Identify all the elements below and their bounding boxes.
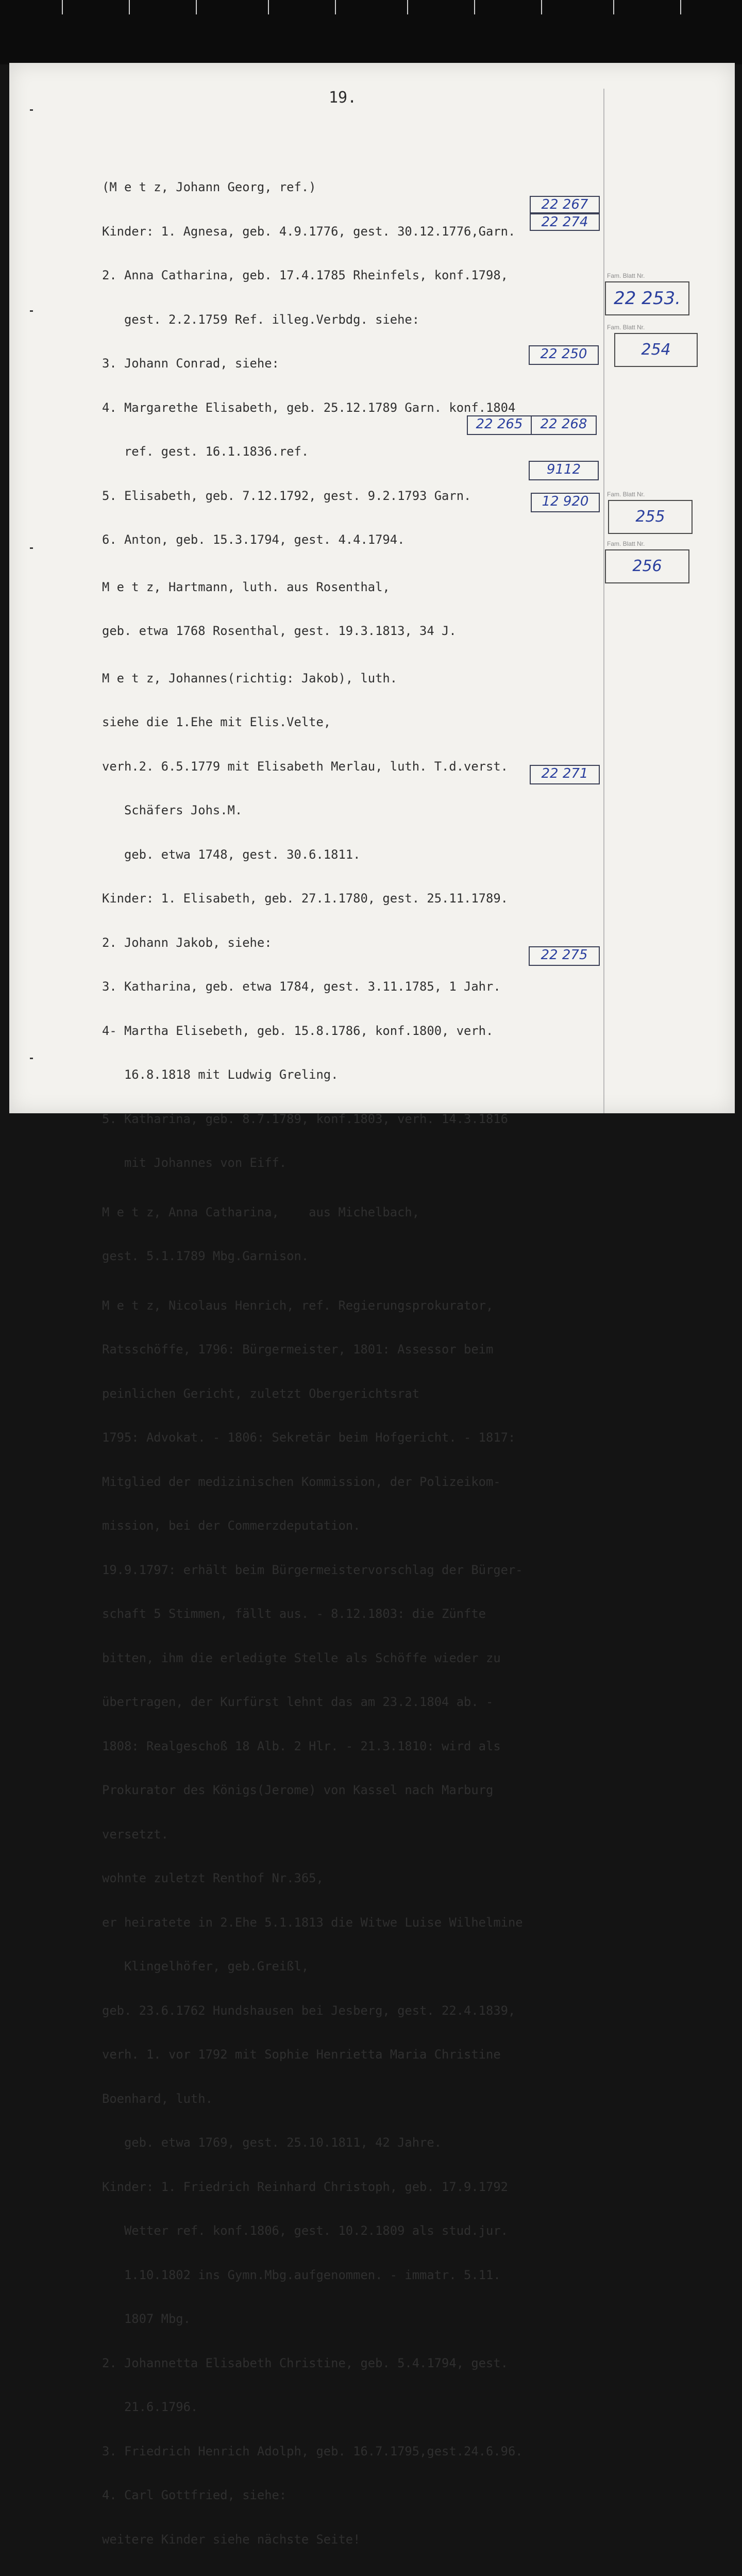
text-line: Kinder: 1. Friedrich Reinhard Christoph, geb. 17.9.1792 [102, 2179, 508, 2194]
ref-box: 22 274 [530, 213, 600, 231]
text-line: 2. Johann Jakob, siehe: [102, 935, 272, 950]
fam-blatt-box: 255 [608, 500, 693, 534]
text-line: schaft 5 Stimmen, fällt aus. - 8.12.1803: die Zünfte [102, 1607, 486, 1621]
fam-blatt-label: Fam. Blatt Nr. [607, 324, 645, 331]
hole-mark [30, 109, 33, 111]
film-tick [407, 0, 408, 14]
text-line: 4- Martha Elisebeth, geb. 15.8.1786, konf.1800, verh. [102, 1023, 494, 1038]
text-line: M e t z, Anna Catharina, aus Michelbach, [102, 1205, 420, 1219]
fam-blatt-box: 22 253. [605, 281, 689, 315]
hole-mark [30, 1058, 33, 1059]
text-line: peinlichen Gericht, zuletzt Obergerichtsrat [102, 1386, 420, 1401]
film-strip [0, 0, 742, 64]
text-line: 5. Elisabeth, geb. 7.12.1792, gest. 9.2.1793 Garn. [102, 488, 471, 503]
text-line: 1808: Realgeschoß 18 Alb. 2 Hlr. - 21.3.1810: wird als [102, 1738, 501, 1753]
text-line: 1795: Advokat. - 1806: Sekretär beim Hofgericht. - 1817: [102, 1430, 516, 1445]
fam-blatt-label: Fam. Blatt Nr. [607, 491, 645, 498]
ref-box: 12 920 [531, 493, 600, 512]
text-line: M e t z, Nicolaus Henrich, ref. Regierungsprokurator, [102, 1298, 494, 1313]
text-line: 2. Anna Catharina, geb. 17.4.1785 Rheinfels, konf.1798, [102, 268, 508, 282]
text-line: Wetter ref. konf.1806, gest. 10.2.1809 als stud.jur. [102, 2223, 508, 2238]
text-line: 4. Carl Gottfried, siehe: [102, 2488, 287, 2502]
film-tick [62, 0, 63, 14]
text-line: (M e t z, Johann Georg, ref.) [102, 180, 316, 194]
text-line: gest. 2.2.1759 Ref. illeg.Verbdg. siehe: [102, 312, 420, 327]
text-line: verh. 1. vor 1792 mit Sophie Henrietta Maria Christine [102, 2047, 501, 2062]
ref-box: 22 265 [467, 415, 532, 435]
text-line: Klingelhöfer, geb.Greißl, [102, 1959, 309, 1973]
ref-box: 9112 [529, 461, 599, 480]
film-tick [680, 0, 681, 14]
document-page [9, 63, 735, 2547]
text-line: 19.9.1797: erhält beim Bürgermeistervorschlag der Bürger- [102, 1562, 523, 1577]
text-line: M e t z, Hartmann, luth. aus Rosenthal, [102, 579, 390, 594]
text-line: 3. Katharina, geb. etwa 1784, gest. 3.11.1785, 1 Jahr. [102, 979, 501, 994]
text-line: er heiratete in 2.Ehe 5.1.1813 die Witwe Luise Wilhelmine [102, 1915, 523, 1930]
ref-box: 22 250 [529, 345, 599, 365]
hole-mark [30, 547, 33, 549]
text-line: mit Johannes von Eiff. [102, 1156, 287, 1170]
page-number: 19. [329, 89, 357, 107]
text-line: M e t z, Johannes(richtig: Jakob), luth. [102, 671, 398, 685]
text-line: übertragen, der Kurfürst lehnt das am 23.2.1804 ab. - [102, 1695, 494, 1709]
text-line: Ratsschöffe, 1796: Bürgermeister, 1801: Assessor beim [102, 1342, 494, 1357]
text-line: gest. 5.1.1789 Mbg.Garnison. [102, 1249, 309, 1263]
text-line: geb. etwa 1769, gest. 25.10.1811, 42 Jahre. [102, 2135, 442, 2150]
film-tick [129, 0, 130, 14]
entry-text [102, 150, 617, 2576]
text-line: wohnte zuletzt Renthof Nr.365, [102, 1871, 324, 1885]
text-line: geb. etwa 1748, gest. 30.6.1811. [102, 847, 361, 862]
text-line: mission, bei der Commerzdeputation. [102, 1518, 361, 1533]
text-line: Kinder: 1. Agnesa, geb. 4.9.1776, gest. 30.12.1776,Garn. [102, 224, 516, 239]
text-line: Mitglied der medizinischen Kommission, der Polizeikom- [102, 1474, 501, 1489]
ref-box: 22 267 [530, 196, 600, 213]
text-line: geb. etwa 1768 Rosenthal, gest. 19.3.1813, 34 J. [102, 624, 457, 638]
text-line: 3. Friedrich Henrich Adolph, geb. 16.7.1795,gest.24.6.96. [102, 2444, 523, 2458]
text-line: Boenhard, luth. [102, 2091, 213, 2106]
fam-blatt-label: Fam. Blatt Nr. [607, 540, 645, 547]
text-line: Schäfers Johs.M. [102, 803, 243, 817]
text-line: 16.8.1818 mit Ludwig Greling. [102, 1067, 339, 1082]
text-line: bitten, ihm die erledigte Stelle als Schöffe wieder zu [102, 1650, 501, 1665]
text-line: geb. 23.6.1762 Hundshausen bei Jesberg, gest. 22.4.1839, [102, 2003, 516, 2018]
text-line: Prokurator des Königs(Jerome) von Kassel nach Marburg [102, 1783, 494, 1797]
text-line: 4. Margarethe Elisabeth, geb. 25.12.1789 Garn. konf.1804 [102, 400, 516, 415]
text-line: 1807 Mbg. [102, 2312, 191, 2326]
film-tick [196, 0, 197, 14]
film-tick [541, 0, 542, 14]
film-tick [268, 0, 269, 14]
ref-box: 22 268 [531, 415, 597, 435]
text-line: 6. Anton, geb. 15.3.1794, gest. 4.4.1794. [102, 532, 405, 547]
ref-box: 22 271 [530, 765, 600, 784]
film-tick [335, 0, 336, 14]
fam-blatt-box: 256 [605, 549, 689, 583]
fam-blatt-box: 254 [614, 333, 698, 367]
text-line: ref. gest. 16.1.1836.ref. [102, 444, 309, 459]
text-line: weitere Kinder siehe nächste Seite! [102, 2532, 361, 2547]
film-tick [474, 0, 475, 14]
text-line: versetzt. [102, 1827, 168, 1842]
text-line: 5. Katharina, geb. 8.7.1789, konf.1803, verh. 14.3.1816 [102, 1111, 508, 1126]
text-line: 3. Johann Conrad, siehe: [102, 356, 279, 371]
text-line: Kinder: 1. Elisabeth, geb. 27.1.1780, gest. 25.11.1789. [102, 891, 508, 906]
text-line: 1.10.1802 ins Gymn.Mbg.aufgenommen. - immatr. 5.11. [102, 2267, 501, 2282]
text-line: siehe die 1.Ehe mit Elis.Velte, [102, 715, 331, 729]
text-line: 21.6.1796. [102, 2400, 198, 2414]
text-line: 2. Johannetta Elisabeth Christine, geb. 5.4.1794, gest. [102, 2355, 508, 2370]
film-tick [613, 0, 614, 14]
text-line: verh.2. 6.5.1779 mit Elisabeth Merlau, luth. T.d.verst. [102, 759, 508, 774]
ref-box: 22 275 [529, 946, 600, 966]
hole-mark [30, 310, 33, 312]
fam-blatt-label: Fam. Blatt Nr. [607, 272, 645, 279]
